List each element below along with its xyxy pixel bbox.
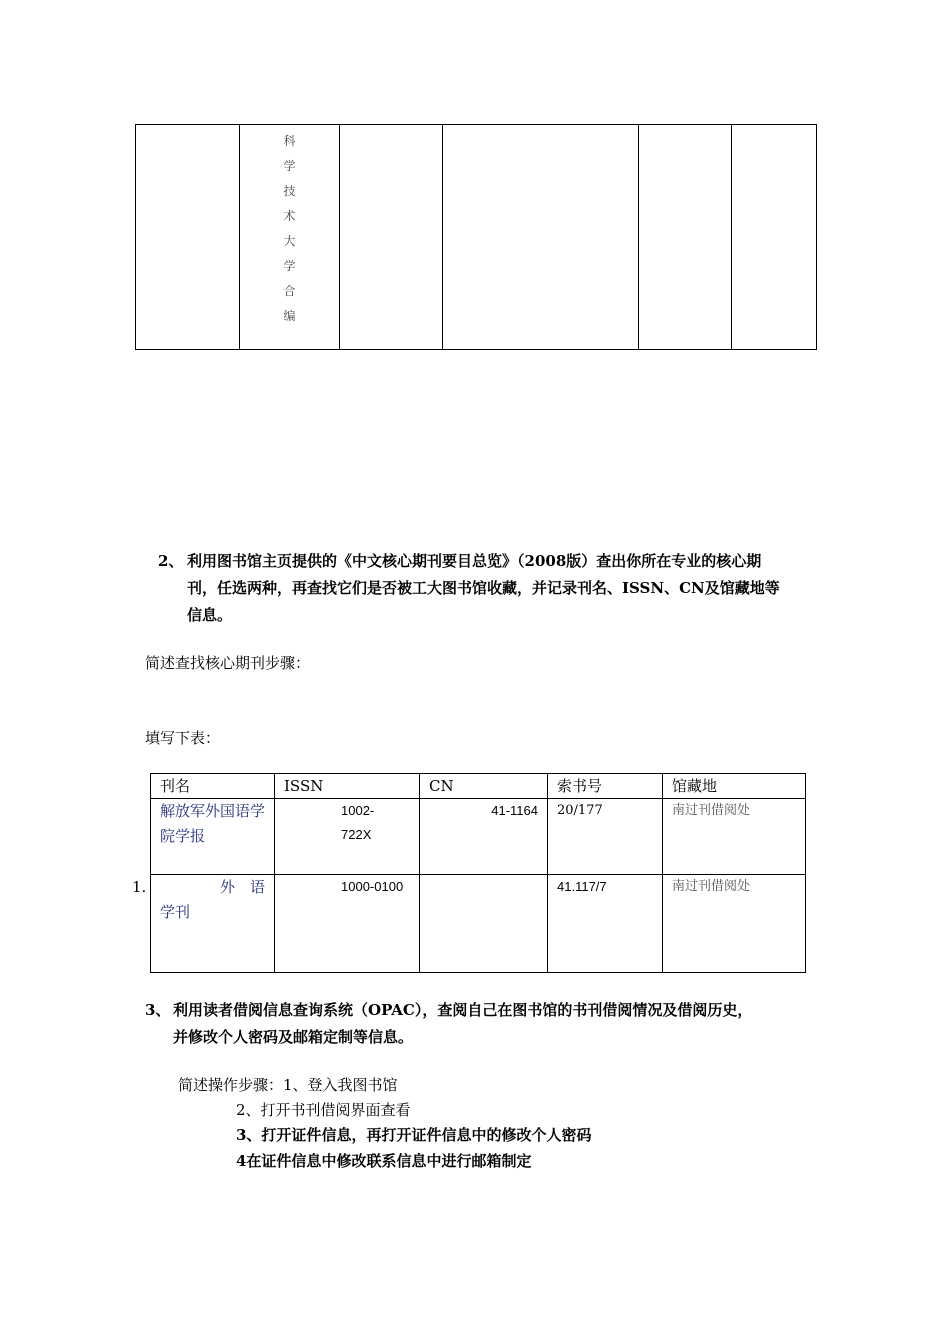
question2-number: 2、 [158, 552, 184, 570]
operation-steps-line1: 简述操作步骤：1、登入我图书馆 [178, 1076, 398, 1094]
operation-step-3: 3、打开证件信息，再打开证件信息中的修改个人密码 [236, 1126, 592, 1144]
vertical-text: 科 学 技 术 大 学 合 编 [283, 134, 296, 323]
question3-text: 利用读者借阅信息查询系统（OPAC），查阅自己在图书馆的书刊借阅情况及借阅历史， 并修改个人密码及邮箱定制等信息。 [173, 1001, 753, 1046]
question3-number: 3、 [145, 1001, 171, 1019]
journal-table [150, 773, 806, 973]
question2-text: 利用图书馆主页提供的《中文核心期刊要目总览》（2008版）查出你所在专业的核心期 刊，任选两种，再查找它们是否被工大图书馆收藏，并记录刊名、ISSN、CN及馆藏地等 信息。 [187, 552, 780, 624]
fill-label: 填写下表： [145, 729, 221, 747]
journal-cn [420, 875, 548, 973]
journal-call-no: 41.117/7 [548, 875, 663, 973]
header-cn: CN [420, 774, 548, 799]
top-table-cell [732, 125, 817, 350]
header-location: 馆藏地 [663, 774, 806, 799]
top-table-cell [443, 125, 639, 350]
journal-issn: 1002-722X [275, 799, 420, 875]
header-call-no: 索书号 [548, 774, 663, 799]
top-table-cell [340, 125, 443, 350]
journal-name: 解放军外国语学院学报 [151, 799, 275, 875]
operation-step-4: 4在证件信息中修改联系信息中进行邮箱制定 [236, 1152, 532, 1170]
header-name: 刊名 [151, 774, 275, 799]
journal-location: 南过刊借阅处 [663, 875, 806, 973]
journal-call-no: 20/177 [548, 799, 663, 875]
top-table-cell [136, 125, 240, 350]
header-issn: ISSN [275, 774, 420, 799]
table-row [151, 875, 806, 973]
top-table-cell [240, 125, 340, 350]
journal-issn: 1000-0100 [275, 875, 420, 973]
steps-label: 简述查找核心期刊步骤： [145, 654, 311, 672]
top-table-cell [639, 125, 732, 350]
top-table [135, 124, 817, 350]
list-marker: 1. [132, 878, 147, 896]
journal-location: 南过刊借阅处 [663, 799, 806, 875]
journal-cn: 41-1164 [420, 799, 548, 875]
journal-name: 外 语 学刊 [151, 875, 275, 973]
operation-step-2: 2、打开书刊借阅界面查看 [236, 1101, 411, 1119]
table-row [151, 799, 806, 875]
